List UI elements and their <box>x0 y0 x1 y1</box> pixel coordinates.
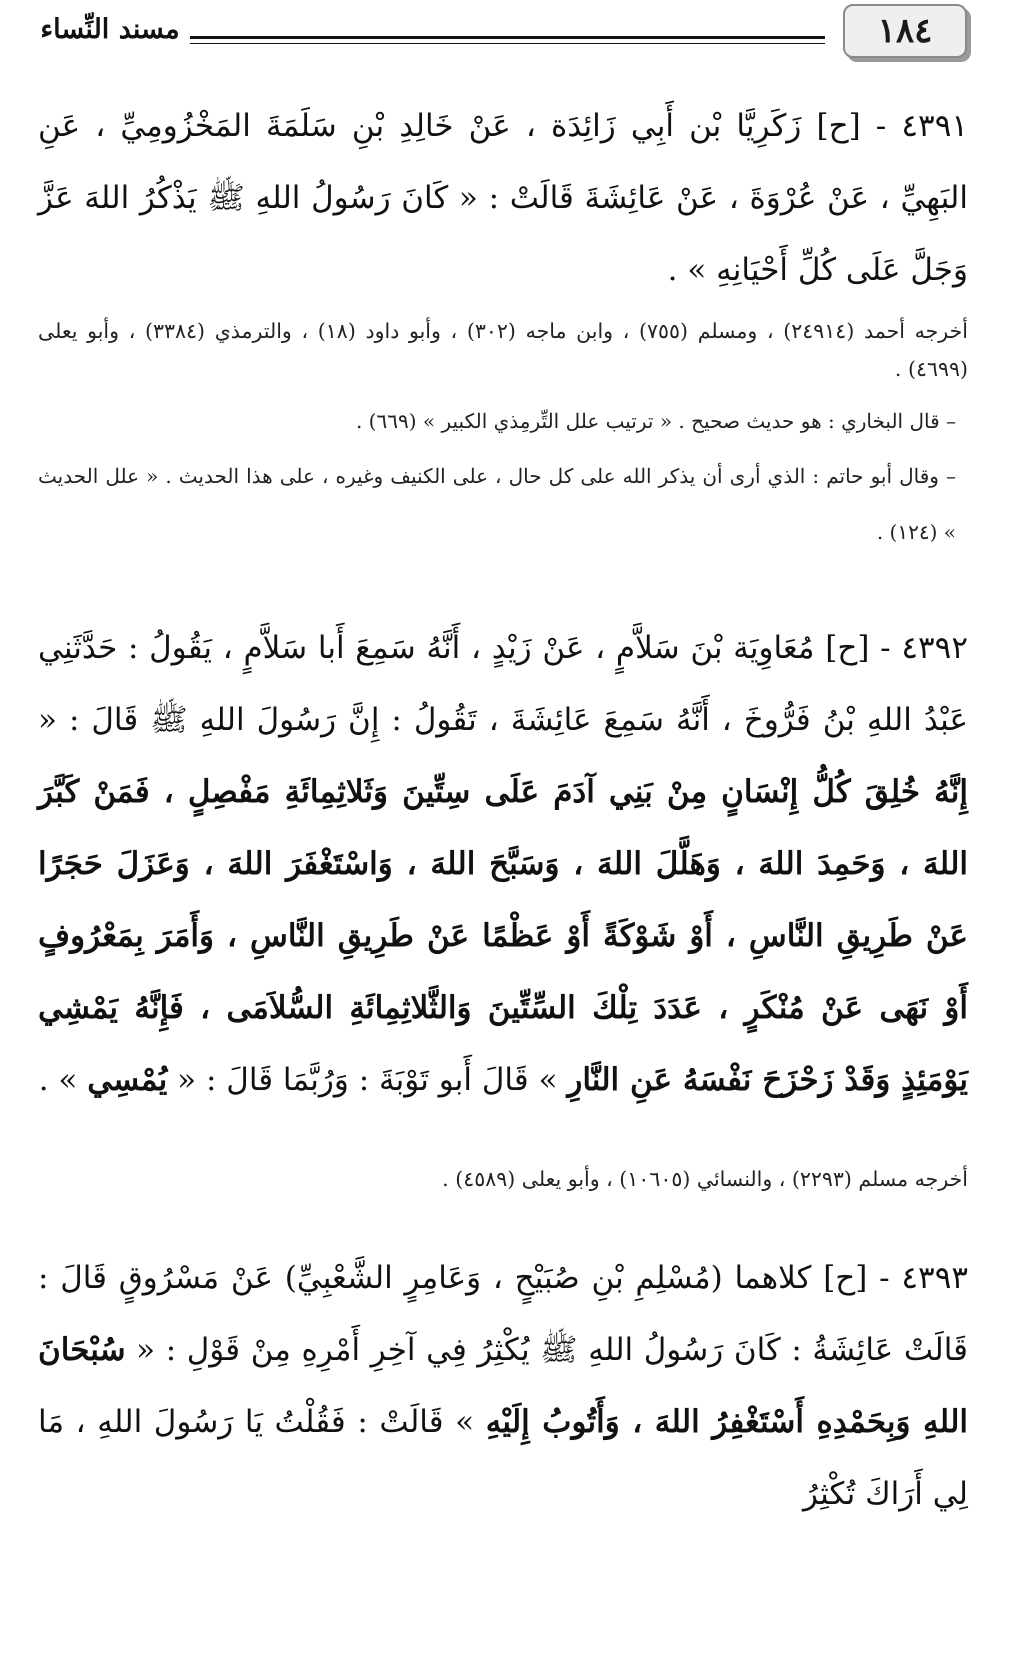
hadith-block <box>38 612 968 1116</box>
hadith-end: » . <box>38 1062 78 1098</box>
hadith-chain: زَكَرِيَّا بْن أَبِي زَائِدَة ، عَنْ خَالِدِ بْنِ سَلَمَةَ المَخْزُومِيِّ ، عَنِ البَهِيِّ ، عَنْ عُرْوَةَ ، عَنْ عَائِشَةَ قَالَتْ : « <box>38 108 968 216</box>
page-number: ١٨٤ <box>843 4 967 58</box>
header-rule <box>190 36 825 39</box>
hadith-paragraph <box>38 1242 968 1530</box>
abu-hatim-note: – وقال أبو حاتم : الذي أرى أن يذكر الله على كل حال ، على الكنيف وغيره ، على هذا الحديث . « علل الحديث » (١٢٤) . <box>38 464 956 544</box>
takhrij-note: أخرجه مسلم (٢٢٩٣) ، والنسائي (١٠٦٠٥) ، وأبو يعلى (٤٥٨٩) . <box>442 1167 968 1191</box>
hadith-number: ٤٣٩٢ - [ح] <box>825 630 968 666</box>
hadith-matn: كَانَ رَسُولُ اللهِ ﷺ يَذْكُرُ اللهَ عَزَّ وَجَلَّ عَلَى كُلِّ أَحْيَانِهِ <box>38 180 968 288</box>
hadith-block <box>38 90 968 306</box>
hadith-block <box>38 1242 968 1530</box>
footnote-block <box>38 312 998 560</box>
hadith-chain: مُعَاوِيَة بْنَ سَلاَّمٍ ، عَنْ زَيْدٍ ، أَنَّهُ سَمِعَ أَبا سَلاَّمٍ ، يَقُولُ : حَدَّثَنِي عَبْدُ اللهِ بْنُ فَرُّوخَ ، أَنَّهُ سَمِعَ عَائِشَةَ ، تَقُولُ : إِنَّ رَسُولَ اللهِ ﷺ قَالَ : « <box>38 630 968 738</box>
hadith-paragraph <box>38 612 968 1116</box>
hadith-continuation: » قَالَتْ : فَقُلْتُ يَا رَسُولَ اللهِ ، مَا لِي أَرَاكَ تُكْثِرُ <box>38 1404 968 1512</box>
header-rule-thin <box>190 43 825 44</box>
hadith-narrator-note: » قَالَ أَبو تَوْبَةَ : وَرُبَّمَا قَالَ : « <box>177 1062 558 1098</box>
hadith-matn: سُبْحَانَ اللهِ وَبِحَمْدِهِ أَسْتَغْفِرُ اللهَ ، وَأَتُوبُ إِلَيْهِ <box>38 1332 968 1440</box>
hadith-matn-variant: يُمْسِي <box>87 1062 168 1098</box>
hadith-end: » . <box>667 252 707 288</box>
book-title: مسند النِّساء <box>40 14 180 45</box>
hadith-paragraph <box>38 90 968 306</box>
hadith-number: ٤٣٩٣ - [ح] <box>823 1260 968 1296</box>
hadith-matn: إِنَّهُ خُلِقَ كُلُّ إِنْسَانٍ مِنْ بَنِي آدَمَ عَلَى سِتِّينَ وَثَلاثِمِائَةِ مَفْصِلٍ ، فَمَنْ كَبَّرَ اللهَ ، وَحَمِدَ اللهَ ، وَهَلَّلَ اللهَ ، وَسَبَّحَ اللهَ ، وَاسْتَغْفَرَ اللهَ ، وَعَزَلَ حَجَرًا عَنْ طَرِيقِ النَّاسِ ، أَوْ شَوْكَةً أَوْ عَظْمًا عَنْ طَرِيقِ النَّاسِ ، وَأَمَرَ بِمَعْرُوفٍ أَوْ نَهَى عَنْ مُنْكَرٍ ، عَدَدَ تِلْكَ السِّتِّينَ وَالثَّلاثِمِائَةِ السُّلاَمَى ، فَإِنَّهُ يَمْشِي يَوْمَئِذٍ وَقَدْ زَحْزَحَ نَفْسَهُ عَنِ النَّارِ <box>38 774 968 1098</box>
page-header <box>0 0 1010 70</box>
footnote-block <box>38 1160 998 1198</box>
hadith-number: ٤٣٩١ - [ح] <box>816 108 968 144</box>
hadith-chain: كلاهما (مُسْلِمِ بْنِ صُبَيْحٍ ، وَعَامِرٍ الشَّعْبِيِّ) عَنْ مَسْرُوقٍ قَالَ : قَالَتْ عَائِشَةُ : كَانَ رَسُولُ اللهِ ﷺ يُكْثِرُ فِي آخِرِ أَمْرِهِ مِنْ قَوْلِ : « <box>38 1260 968 1368</box>
bukhari-note: – قال البخاري : هو حديث صحيح . « ترتيب علل التِّرمِذي الكبير » (٦٦٩) . <box>355 409 956 433</box>
takhrij-note: أخرجه أحمد (٢٤٩١٤) ، ومسلم (٧٥٥) ، وابن ماجه (٣٠٢) ، وأبو داود (١٨) ، والترمذي (٣٣٨٤) ، وأبو يعلى (٤٦٩٩) . <box>38 319 968 381</box>
